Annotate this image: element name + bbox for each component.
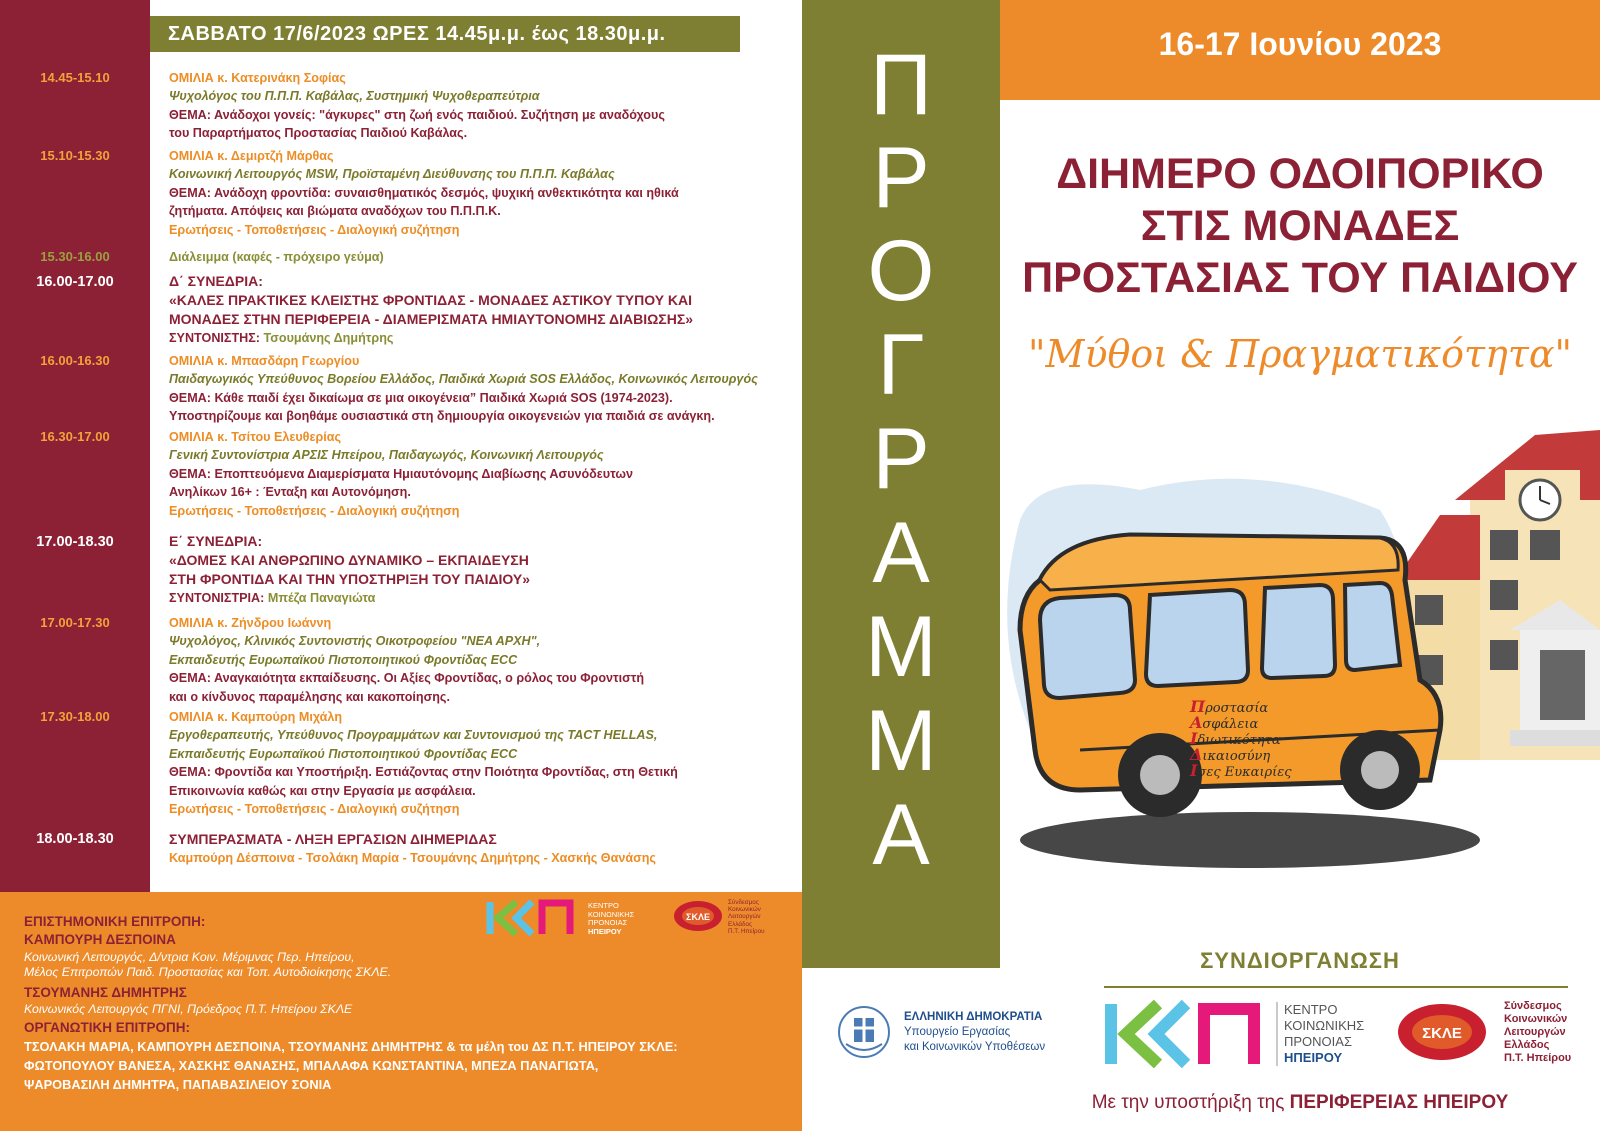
skle-text: Λειτουργών (728, 913, 761, 921)
session-theme: «ΔΟΜΕΣ ΚΑΙ ΑΝΘΡΩΠΙΝΟ ΔΥΝΑΜΙΚΟ – ΕΚΠΑΙΔΕΥΣΗ (169, 552, 529, 568)
kkp-text: ΚΟΙΝΩΝΙΚΗΣ (588, 909, 635, 919)
slot-content (169, 532, 794, 607)
skle-hands-icon (1394, 996, 1490, 1066)
kkp-logo (1104, 1000, 1374, 1072)
talk-topic: ζητήματα. Απόψεις και βιώματα αναδόχων του Π.Π.Π.Κ. (169, 204, 501, 219)
support-line (1000, 1092, 1600, 1114)
skle-text: Ελλάδος (1504, 1039, 1550, 1051)
speaker-role: Εργοθεραπευτής, Υπεύθυνος Προγραμμάτων και Συντονισμού της TACT HELLAS, (169, 728, 658, 743)
speaker-role: Ψυχολόγος του Π.Π.Π. Καβάλας, Συστημική Ψυχοθεραπεύτρια (169, 89, 540, 104)
discussion-note: Ερωτήσεις - Τοποθετήσεις - Διαλογική συζήτηση (169, 503, 460, 518)
ministry-text-line: Υπουργείο Εργασίας (904, 1026, 1011, 1038)
talk-topic: του Παραρτήματος Προστασίας Παιδιού Καβάλας. (169, 126, 468, 141)
slot-time: 14.45-15.10 (40, 70, 110, 85)
vertical-letter: Π (869, 37, 933, 133)
vertical-letter: Μ (865, 599, 937, 695)
skle-badge-text: ΣΚΛΕ (686, 912, 710, 922)
slot-content (169, 147, 794, 239)
skle-text-block (1504, 1000, 1571, 1065)
slot-content (169, 830, 794, 867)
closing-speakers: Καμπούρη Δέσποινα - Τσολάκη Μαρία - Τσουμάνης Δημήτρης - Χασκής Θανάσης (169, 851, 656, 865)
time-column (0, 0, 150, 892)
skle-logo (1394, 996, 1594, 1076)
slot-content (169, 248, 794, 266)
kkp-small-text (588, 902, 634, 936)
greek-emblem-icon (836, 1004, 892, 1060)
acrostic-initial: Δ (1190, 745, 1203, 764)
main-title-line: ΣΤΙΣ ΜΟΝΑΔΕΣ (1140, 202, 1460, 250)
vertical-letter: Α (872, 787, 930, 883)
slot-time: 18.00-18.30 (36, 831, 114, 847)
speaker-name: ΟΜΙΛΙΑ κ. Τσίτου Ελευθερίας (169, 430, 342, 444)
discussion-note: Ερωτήσεις - Τοποθετήσεις - Διαλογική συζήτηση (169, 802, 460, 817)
kkp-text-block (1284, 1002, 1364, 1066)
talk-topic: και ο κίνδυνος παραμέλησης και κακοποίησης. (169, 689, 450, 704)
ministry-text-line: ΕΛΛΗΝΙΚΗ ΔΗΜΟΚΡΑΤΙΑ (904, 1011, 1043, 1023)
session-title: Δ΄ ΣΥΝΕΔΡΙΑ: (169, 273, 263, 289)
hellenic-republic-logo (836, 1004, 1066, 1064)
speaker-name: ΟΜΙΛΙΑ κ. Κατερινάκη Σοφίας (169, 71, 346, 85)
event-date: 16-17 Ιουνίου 2023 (1158, 26, 1442, 62)
talk-topic: Ανηλίκων 16+ : Ένταξη και Αυτονόμηση. (169, 485, 411, 500)
session-theme: ΜΟΝΑΔΕΣ ΣΤΗΝ ΠΕΡΙΦΕΡΕΙΑ - ΔΙΑΜΕΡΙΣΜΑΤΑ ΗΜΙΑΥΤΟΝΟΜΗΣ ΔΙΑΒΙΩΣΗΣ» (169, 311, 694, 327)
kkp-text: ΗΠΕΙΡΟΥ (1284, 1050, 1343, 1065)
vertical-letter: Ρ (872, 130, 930, 226)
kkp-text: ΚΕΝΤΡΟ (588, 901, 619, 910)
slot-time: 16.30-17.00 (40, 429, 110, 444)
session-title: Ε΄ ΣΥΝΕΔΡΙΑ: (169, 533, 263, 549)
skle-text: Λειτουργών (1504, 1026, 1566, 1038)
ministry-text-line: και Κοινωνικών Υποθέσεων (904, 1041, 1046, 1053)
slot-time: 15.30-16.00 (40, 249, 110, 264)
closing-title: ΣΥΜΠΕΡΑΣΜΑΤΑ - ΛΗΞΗ ΕΡΓΑΣΙΩΝ ΔΙΗΜΕΡΙΔΑΣ (169, 831, 497, 847)
vertical-letter: Α (872, 505, 930, 601)
skle-text: Π.Τ. Ηπείρου (728, 927, 765, 935)
kkp-text: ΚΕΝΤΡΟ (1284, 1002, 1338, 1017)
organizing-committee-title: ΟΡΓΑΝΩΤΙΚΗ ΕΠΙΤΡΟΠΗ: (24, 1020, 190, 1035)
acrostic-rest: σφάλεια (1202, 717, 1259, 732)
speaker-role: Παιδαγωγικός Υπεύθυνος Βορείου Ελλάδος, Παιδικά Χωριά SOS Ελλάδος, Κοινωνικός Λειτουργός (169, 372, 758, 387)
talk-topic: ΘΕΜΑ: Αναγκαιότητα εκπαίδευσης. Οι Αξίες Φροντίδας, ο ρόλος του Φροντιστή (169, 671, 645, 686)
date-banner (1000, 0, 1600, 100)
committee-member-name: ΚΑΜΠΟΥΡΗ ΔΕΣΠΟΙΝΑ (24, 932, 176, 947)
acrostic-rest: διωτικότητα (1197, 733, 1281, 748)
day-header: ΣΑΒΒΑΤΟ 17/6/2023 ΩΡΕΣ 14.45μ.μ. έως 18.30μ.μ. (150, 16, 740, 52)
talk-topic: ΘΕΜΑ: Ανάδοχη φροντίδα: συναισθηματικός δεσμός, ψυχική ανθεκτικότητα και ηθικά (169, 185, 679, 200)
slot-content (169, 708, 794, 818)
vertical-letter: Γ (877, 317, 925, 413)
session-theme: «ΚΑΛΕΣ ΠΡΑΚΤΙΚΕΣ ΚΛΕΙΣΤΗΣ ΦΡΟΝΤΙΔΑΣ - ΜΟΝΑΔΕΣ ΑΣΤΙΚΟΥ ΤΥΠΟΥ ΚΑΙ (169, 292, 693, 308)
slot-content (169, 272, 794, 347)
co-organization-title: ΣΥΝΔΙΟΡΓΑΝΩΣΗ (1200, 948, 1400, 973)
main-title-line: ΠΡΟΣΤΑΣΙΑΣ ΤΟΥ ΠΑΙΔΙΟΥ (1022, 254, 1578, 302)
speaker-role: Γενική Συντονίστρια ΑΡΣΙΣ Ηπείρου, Παιδαγωγός, Κοινωνική Λειτουργός (169, 448, 604, 463)
divider (1276, 1002, 1278, 1066)
vertical-letter: Ο (867, 223, 935, 319)
skle-text: Σύνδεσμος (1504, 1000, 1562, 1012)
organizing-members: ΨΑΡΟΒΑΣΙΛΗ ΔΗΜΗΤΡΑ, ΠΑΠΑΒΑΣΙΛΕΙΟΥ ΣΟΝΙΑ (24, 1077, 332, 1092)
acrostic-initial: Π (1190, 697, 1206, 716)
speaker-name: ΟΜΙΛΙΑ κ. Μπασδάρη Γεωργίου (169, 354, 360, 368)
speaker-role: Εκπαιδευτής Ευρωπαϊκού Πιστοποιητικού Φροντίδας ECC (169, 652, 518, 667)
coordinator-name: Τσουμάνης Δημήτρης (263, 331, 394, 345)
coordinator-label: ΣΥΝΤΟΝΙΣΤΗΣ: (169, 331, 264, 345)
acrostic-initial: Ι (1190, 729, 1198, 748)
committee-member-role: Μέλος Επιτροπών Παιδ. Προστασίας και Τοπ. Αυτοδιοίκησης ΣΚΛΕ. (24, 965, 392, 979)
committee-member-name: ΤΣΟΥΜΑΝΗΣ ΔΗΜΗΤΡΗΣ (24, 985, 187, 1000)
talk-topic: ΘΕΜΑ: Φροντίδα και Υποστήριξη. Εστιάζοντας στην Ποιότητα Φροντίδας, στη Θετική (169, 765, 678, 780)
slot-time: 17.00-17.30 (40, 615, 110, 630)
subtitle: "Μύθοι & Πραγματικότητα" (1027, 332, 1572, 376)
support-prefix: Με την υποστήριξη της (1091, 1092, 1290, 1113)
vertical-letter: Ρ (872, 411, 930, 507)
talk-topic: Υποστηρίζουμε και βοηθάμε ουσιαστικά στη δημιουργία οικογενειών για παιδιά σε ανάγκη. (169, 409, 715, 424)
kkp-logo-mark (486, 898, 582, 938)
acrostic-rest: σες Ευκαιρίες (1197, 765, 1292, 780)
skle-logo-small (672, 898, 782, 940)
kkp-text: ΗΠΕΙΡΟΥ (588, 926, 622, 936)
talk-topic: ΘΕΜΑ: Ανάδοχοι γονείς: "άγκυρες" στη ζωή ενός παιδιού. Συζήτηση με αναδόχους (169, 107, 665, 122)
slot-time: 16.00-16.30 (40, 353, 110, 368)
speaker-name: ΟΜΙΛΙΑ κ. Καμπούρη Μιχάλη (169, 710, 343, 724)
kkp-text: ΠΡΟΝΟΙΑΣ (588, 918, 628, 927)
acrostic-rest: ικαιοσύνη (1202, 749, 1271, 764)
scientific-committee-title: ΕΠΙΣΤΗΜΟΝΙΚΗ ΕΠΙΤΡΟΠΗ: (24, 914, 206, 929)
slot-content (169, 69, 794, 143)
talk-topic: ΘΕΜΑ: Εποπτευόμενα Διαμερίσματα Ημιαυτόνομης Διαβίωσης Ασυνόδευτων (169, 466, 634, 481)
organizing-members: ΤΣΟΛΑΚΗ ΜΑΡΙΑ, ΚΑΜΠΟΥΡΗ ΔΕΣΠΟΙΝΑ, ΤΣΟΥΜΑΝΗΣ ΔΗΜΗΤΡΗΣ & τα μέλη του ΔΣ Π.Τ. ΗΠΕΙΡΟΥ ΣΚΛΕ: (24, 1039, 678, 1054)
skle-text: Κοινωνικών (728, 906, 761, 914)
committee-member-role: Κοινωνικός Λειτουργός ΠΓΝΙ, Πρόεδρος Π.Τ. Ηπείρου ΣΚΛΕ (24, 1002, 353, 1016)
main-title-line: ΔΙΗΜΕΡΟ ΟΔΟΙΠΟΡΙΚΟ (1056, 150, 1544, 198)
slot-content (169, 352, 794, 426)
main-title (1000, 148, 1600, 304)
skle-small-text (728, 899, 765, 935)
session-coordinator (169, 589, 794, 607)
kkp-text: ΠΡΟΝΟΙΑΣ (1284, 1034, 1352, 1049)
acrostic-initial: Α (1190, 713, 1203, 732)
slot-time: 15.10-15.30 (40, 148, 110, 163)
acrostic-initial: Ι (1190, 761, 1198, 780)
break-note: Διάλειμμα (καφές - πρόχειρο γεύμα) (169, 250, 384, 264)
speaker-role: Εκπαιδευτής Ευρωπαϊκού Πιστοποιητικού Φροντίδας ECC (169, 746, 518, 761)
bus-illustration (1000, 430, 1600, 900)
skle-text: Κοινωνικών (1504, 1013, 1568, 1025)
slot-content (169, 428, 794, 520)
session-theme: ΣΤΗ ΦΡΟΝΤΙΔΑ ΚΑΙ ΤΗΝ ΥΠΟΣΤΗΡΙΞΗ ΤΟΥ ΠΑΙΔΙΟΥ» (169, 571, 531, 587)
skle-text: Σύνδεσμος (728, 899, 759, 906)
coordinator-label: ΣΥΝΤΟΝΙΣΤΡΙΑ: (169, 591, 268, 605)
kkp-text: ΚΟΙΝΩΝΙΚΗΣ (1284, 1018, 1365, 1033)
coordinator-name: Μπέζα Παναγιώτα (267, 591, 376, 605)
kkp-logo-mark (1104, 1000, 1272, 1068)
slot-time: 17.00-18.30 (36, 534, 114, 550)
skle-badge-text: ΣΚΛΕ (1422, 1025, 1462, 1042)
organizing-members: ΦΩΤΟΠΟΥΛΟΥ ΒΑΝΕΣΑ, ΧΑΣΚΗΣ ΘΑΝΑΣΗΣ, ΜΠΑΛΑΦΑ ΚΩΝΣΤΑΝΤΙΝΑ, ΜΠΕΖΑ ΠΑΝΑΓΙΩΤΑ, (24, 1058, 599, 1073)
slot-content (169, 614, 794, 706)
divider (1104, 986, 1568, 988)
speaker-role: Κοινωνική Λειτουργός MSW, Προϊσταμένη Διεύθυνσης του Π.Π.Π. Καβάλας (169, 167, 615, 182)
skle-text: Π.Τ. Ηπείρου (1504, 1052, 1572, 1064)
ministry-text (904, 1010, 1045, 1055)
acrostic-rest: ροστασία (1205, 701, 1269, 716)
speaker-name: ΟΜΙΛΙΑ κ. Δεμιρτζή Μάρθας (169, 149, 334, 163)
skle-hands-icon (672, 898, 724, 934)
session-coordinator (169, 329, 794, 347)
slot-time: 17.30-18.00 (40, 709, 110, 724)
vertical-letter: Μ (865, 693, 937, 789)
speaker-role: Ψυχολόγος, Κλινικός Συντονιστής Οικοτροφείου "ΝΕΑ ΑΡΧΗ", (169, 634, 541, 649)
talk-topic: Επικοινωνία καθώς και στην Εργασία με ασφάλεια. (169, 783, 476, 798)
committees-panel (0, 892, 802, 1131)
kkp-logo-small (486, 898, 636, 940)
speaker-name: ΟΜΙΛΙΑ κ. Ζήνδρου Ιωάννη (169, 616, 332, 630)
support-region: ΠΕΡΙΦΕΡΕΙΑΣ ΗΠΕΙΡΟΥ (1289, 1092, 1509, 1113)
program-panel (0, 0, 802, 892)
discussion-note: Ερωτήσεις - Τοποθετήσεις - Διαλογική συζήτηση (169, 222, 460, 237)
skle-text: Ελλάδος (728, 920, 753, 928)
talk-topic: ΘΕΜΑ: Κάθε παιδί έχει δικαίωμα σε μια οικογένεια” Παιδικά Χωριά SOS (1974-2023). (169, 390, 673, 405)
vertical-title-column (802, 0, 1000, 968)
slot-time: 16.00-17.00 (36, 274, 114, 290)
committee-member-role: Κοινωνική Λειτουργός, Δ/ντρια Κοιν. Μέριμνας Περ. Ηπείρου, (24, 950, 355, 964)
